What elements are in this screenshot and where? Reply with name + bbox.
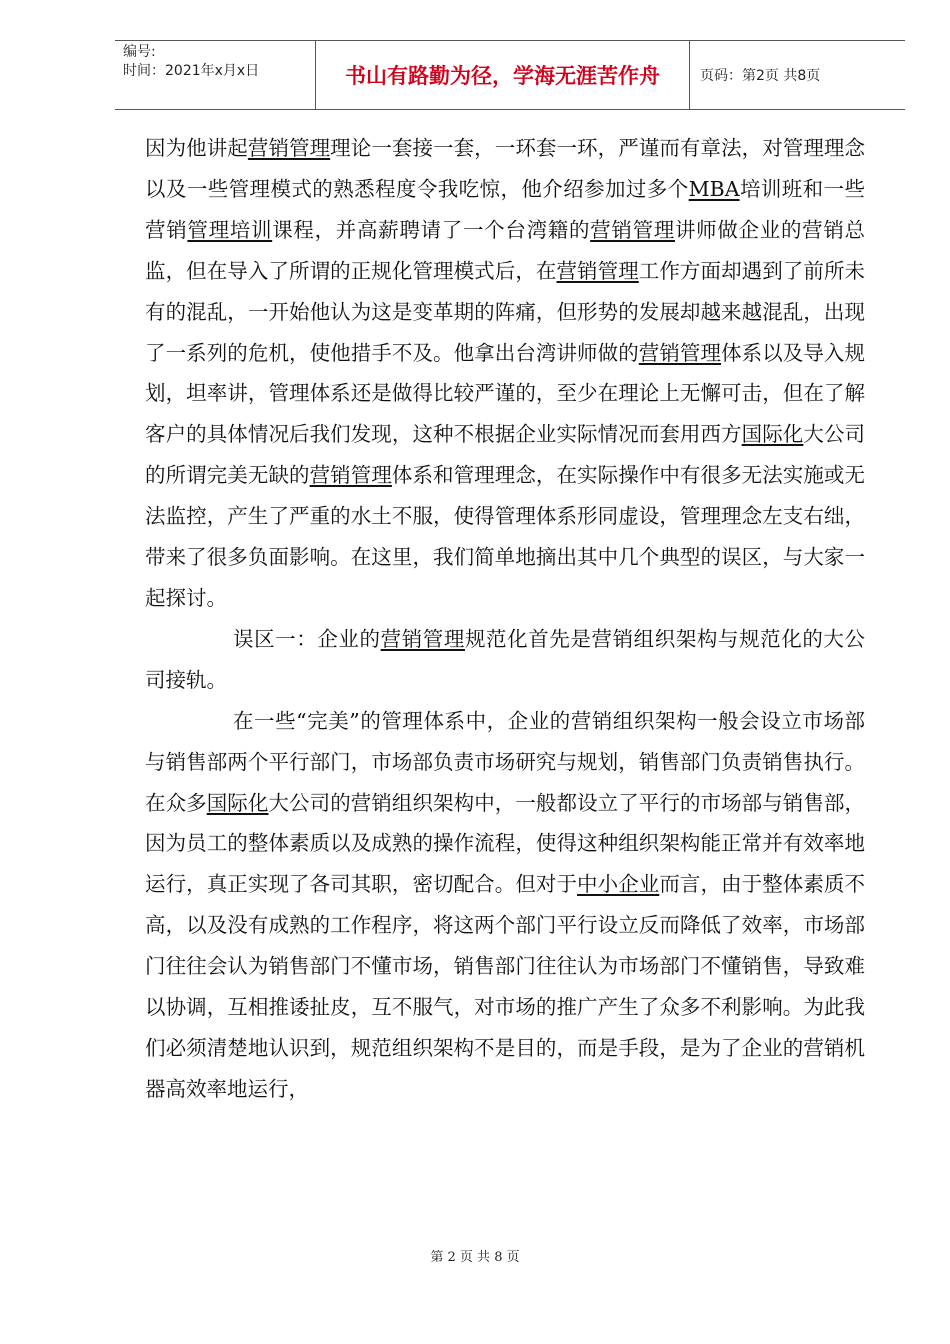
paragraph-text: 误区一：企业的	[233, 626, 381, 651]
keyword-link[interactable]: MBA	[688, 176, 740, 201]
paragraph	[145, 128, 865, 619]
paragraph-text: 因为他讲起	[145, 136, 248, 160]
keyword-link[interactable]: 营销管理	[638, 340, 722, 365]
page-footer: 第 2 页 共 8 页	[430, 1250, 520, 1265]
paragraph-text: 课程，并高薪聘请了一个台湾籍的	[272, 217, 591, 242]
paragraph-text: 而言，由于整体素质不高，以及没有成熟的工作程序，将这两个部门平行设立反而降低了效率，市场部门往往会认为销售部门不懂市场，销售部门往往认为市场部门不懂销售，导致难以协调，互相推诿扯皮，互不服气，对市场的推广产生了众多不利影响。为此我们必须清楚地认识到，规范组织架构不是目的，而是手段，是为了企业的营销机器高效率地运行，	[145, 872, 866, 1101]
keyword-link[interactable]: 国际化	[741, 422, 804, 447]
header-page-label: 页码：第2页 共8页	[700, 68, 821, 84]
paragraph-text: 在一些“完美”的管理体系中，企业的营销组织架构一般会设立市场部与销售部两个平行部门，市场部负责市场研究与规划，销售部门负责销售执行。在众多	[145, 708, 865, 815]
paragraph-text: 体系以及导入规划，坦率讲，管理体系还是做得比较严谨的，至少在理论上无懈可击，但在了解客户的具体情况后我们发现，这种不根据企业实际情况而套用西方	[145, 340, 866, 447]
keyword-link[interactable]: 国际化	[206, 790, 269, 815]
keyword-link[interactable]: 营销管理	[247, 136, 331, 160]
keyword-link[interactable]: 营销管理	[590, 217, 675, 242]
paragraph-text: 理论一套接一套，一环套一环，严谨而有章法，对管理理念以及一些管理模式的熟悉程度令我吃惊，他介绍参加过多个	[145, 136, 866, 201]
paragraph	[145, 619, 865, 701]
paragraph-text: 讲师做企业的营销总监，但在导入了所谓的正规化管理模式后，在	[145, 217, 866, 283]
paragraph-text: 大公司的营销组织架构中，一般都设立了平行的市场部与销售部，因为员工的整体素质以及成熟的操作流程，使得这种组织架构能正常并有效率地运行，真正实现了各司其职，密切配合。但对于	[145, 790, 866, 897]
keyword-link[interactable]: 营销管理	[556, 258, 639, 283]
document-time-label: 时间：2021年x月x日	[123, 63, 260, 79]
paragraph-text: 规范化首先是营销组织架构与规范化的大公司接轨。	[145, 626, 866, 692]
document-number-label: 编号:	[123, 44, 156, 60]
paragraph-text: 培训班和一些营销	[145, 176, 866, 242]
paragraph-text: 体系和管理理念，在实际操作中有很多无法实施或无法监控，产生了严重的水土不服，使得管理体系形同虚设，管理理念左支右绌，带来了很多负面影响。在这里，我们简单地摘出其中几个典型的误区，与大家一起探讨。	[145, 463, 866, 610]
keyword-link[interactable]: 中小企业	[577, 872, 660, 897]
paragraph-text: 工作方面却遇到了前所未有的混乱，一开始他认为这是变革期的阵痛，但形势的发展却越来越混乱，出现了一系列的危机，使他措手不及。他拿出台湾讲师做的	[145, 258, 866, 365]
keyword-link[interactable]: 营销管理	[309, 463, 392, 488]
document-body	[145, 128, 865, 1110]
keyword-link[interactable]: 营销管理	[380, 626, 465, 651]
header-motto: 书山有路勤为径，学海无涯苦作舟	[315, 41, 690, 109]
paragraph	[145, 701, 865, 1110]
page-header	[115, 40, 905, 110]
paragraph-text: 大公司的所谓完美无缺的	[145, 422, 866, 488]
header-meta	[115, 41, 315, 109]
keyword-link[interactable]: 管理培训	[187, 217, 273, 242]
